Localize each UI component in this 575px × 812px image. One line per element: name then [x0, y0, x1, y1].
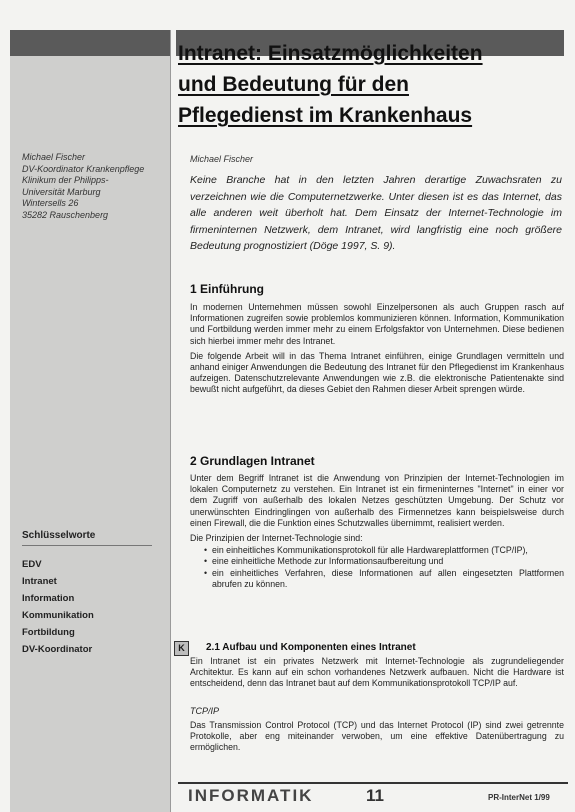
keyword: Intranet: [22, 576, 57, 587]
keywords-title: Schlüsselworte: [22, 530, 152, 546]
paragraph: Die folgende Arbeit will in das Thema Intranet einführen, einige Grundlagen vermitteln und anhand einiger Anwendungen die Bedeutung des Intranet für den Pflegedienst im Krankenhaus aufzeigen. Datenschutzrelevante Anwendungen wie z.B. die elektronische Patientenakte sind bewußt nicht aufgeführt, da dieses Gebiet den Rahmen dieser Arbeit sprengen würde.: [190, 350, 564, 395]
section-heading: 1 Einführung: [190, 282, 264, 296]
footer-journal-name: INFORMATIK: [188, 786, 314, 805]
sidebar: [10, 30, 171, 812]
keyword: Fortbildung: [22, 627, 75, 638]
article-title: [178, 38, 566, 131]
author-line: Michael Fischer: [22, 152, 86, 162]
subsection-body: [190, 656, 564, 694]
author-line: Wintersells 26: [22, 198, 79, 208]
paragraph: Ein Intranet ist ein privates Netzwerk mit Internet-Technologie als zugrundeliegender Architektur. Es kann auf ein schon vorhandenes Netzwerk aufbauen. Nicht die Hardware ist entscheidend, denn das Intranet baut auf dem Kommunikationsprotokoll TCP/IP auf.: [190, 656, 564, 689]
keywords-list: [22, 556, 167, 658]
paragraph: Unter dem Begriff Intranet ist die Anwendung von Prinzipien der Internet-Technologien im lokalen Computernetz zu verstehen. Ein Intranet ist ein firmeninternes "Internet" in einer vor dem Zugriff von außerhalb des lokalen Netzes geschützten Umgebung. Der Schutz vor unerwünschten Eindringlingen von außerhalb des Firmennetzes kann beispielsweise durch einen Firewall, die die Funktion eines Schutzwalles übernimmt, realisiert werden.: [190, 473, 564, 528]
list-item: • eine einheitliche Methode zur Informationsaufbereitung und: [204, 556, 564, 567]
sidebar-header-bar: [10, 30, 170, 56]
section-body: [190, 473, 564, 590]
keyword: Information: [22, 593, 75, 604]
footer-rule: [178, 782, 568, 784]
keywords-box: [22, 530, 167, 658]
bullet-list: [190, 545, 564, 590]
subsection-body: [190, 720, 564, 758]
keyword: EDV: [22, 559, 42, 570]
footer-issue: PR-InterNet 1/99: [488, 793, 550, 802]
keyword: DV-Koordinator: [22, 644, 93, 655]
author-affiliation: [22, 152, 167, 221]
page-number: 11: [366, 786, 384, 805]
keyword: Kommunikation: [22, 610, 94, 621]
abstract: Keine Branche hat in den letzten Jahren derartige Zuwachsraten zu verzeichnen wie die Computernetzwerke. Unter diesen ist es das Internet, das alle anderen weit überholt hat. Dem Einsatz der Internet-Technologie im firmeninternen Netzwerk, dem Intranet, wird langfristig eine noch größere Bedeutung prognostiziert (Döge 1997, S. 9).: [190, 174, 562, 252]
subheading-tcpip: TCP/IP: [190, 706, 220, 716]
section-body: [190, 302, 564, 400]
author-line: DV-Koordinator Krankenpflege: [22, 163, 145, 174]
keyword-marker-icon: K: [174, 641, 189, 656]
title-line: und Bedeutung für den: [178, 73, 409, 96]
title-line: Pflegedienst im Krankenhaus: [178, 104, 473, 127]
list-item: • ein einheitliches Verfahren, diese Informationen auf allen eingesetzten Plattformen abrufen zu können.: [204, 568, 564, 590]
author-line: Klinikum der Philipps-: [22, 175, 109, 185]
paragraph: Das Transmission Control Protocol (TCP) und das Internet Protocol (IP) sind zwei getrennte Protokolle, aber eng miteinander verwoben, um eine effektive Datenübertragung zu ermöglichen.: [190, 720, 564, 753]
paragraph: In modernen Unternehmen müssen sowohl Einzelpersonen als auch Gruppen rasch auf Informationen zugreifen sowie problemlos kommunizieren können. Information, Kommunikation und Fortbildung werden immer mehr zu einem Erfolgsfaktor von Unternehmen. Diese bedienen sich hierbei immer mehr des Intranet.: [190, 302, 564, 346]
subsection-heading: 2.1 Aufbau und Komponenten eines Intranet: [206, 642, 416, 653]
section-heading: 2 Grundlagen Intranet: [190, 454, 315, 468]
author-line: 35282 Rauschenberg: [22, 209, 109, 220]
author-line: Universität Marburg: [22, 186, 101, 197]
byline: Michael Fischer: [190, 154, 254, 164]
list-item: • ein einheitliches Kommunikationsprotokoll für alle Hardwareplattformen (TCP/IP),: [204, 545, 564, 556]
title-line: Intranet: Einsatzmöglichkeiten: [178, 42, 483, 65]
paragraph: Die Prinzipien der Internet-Technologie sind:: [190, 533, 363, 544]
